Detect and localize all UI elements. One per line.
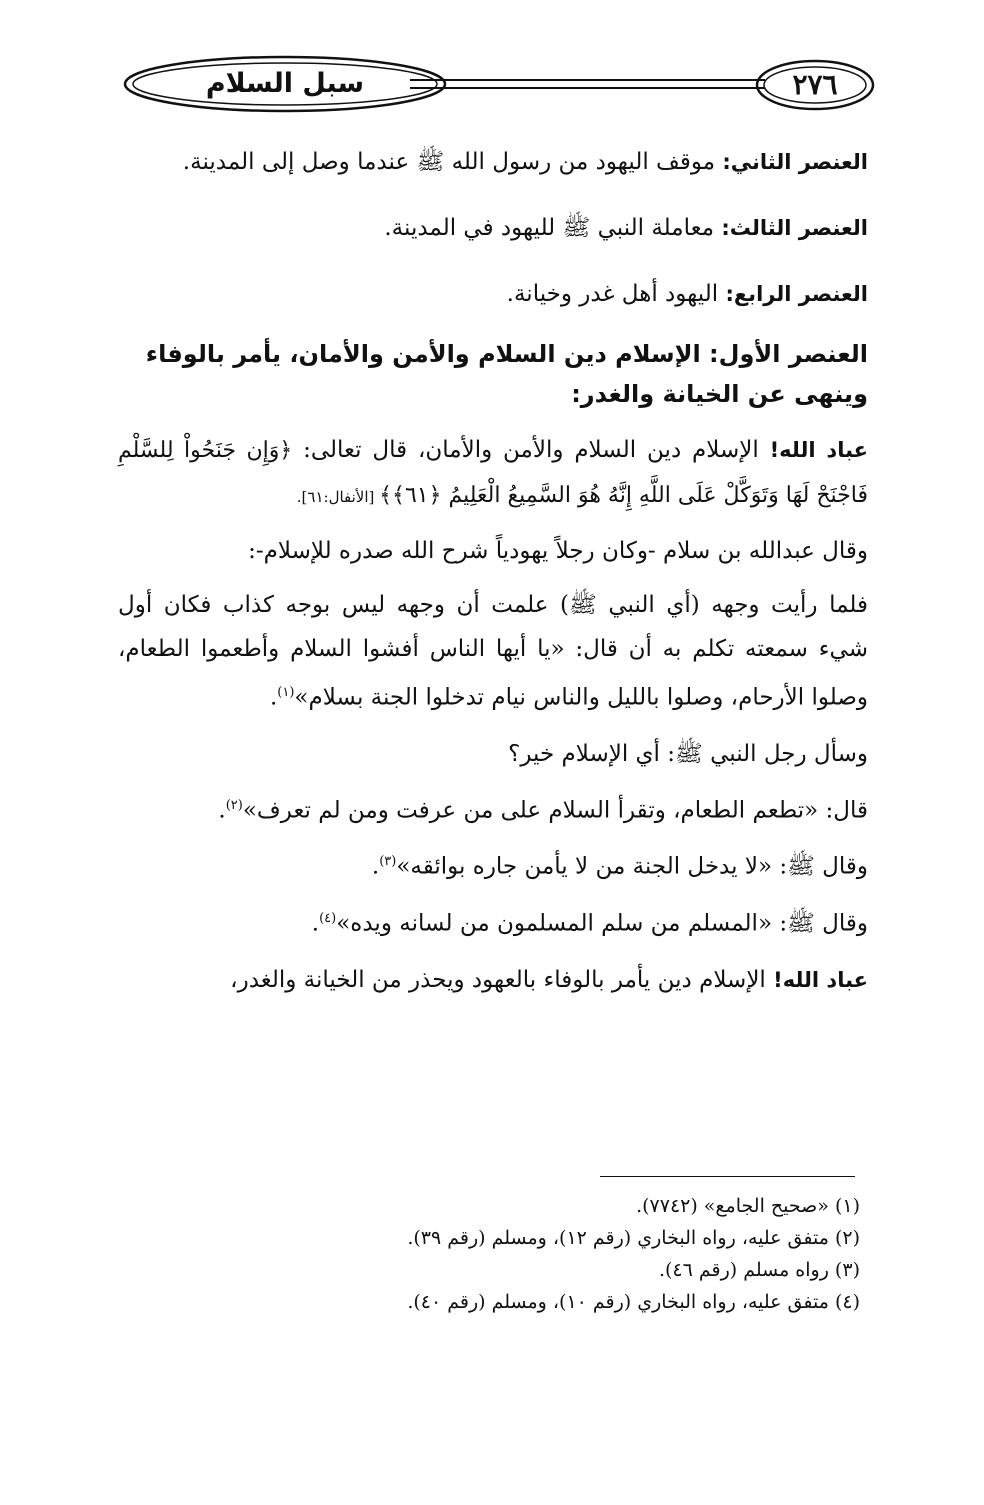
- paragraph: [118, 840, 868, 889]
- footnote-marker: (٤): [319, 910, 337, 926]
- paragraph: [118, 897, 868, 946]
- paragraph: [118, 428, 868, 519]
- address-label: عباد الله!: [769, 438, 868, 462]
- section-heading: العنصر الأول: الإسلام دين السلام والأمن والأمان، يأمر بالوفاء وينهى عن الخيانة والغدر:: [145, 340, 868, 408]
- paragraph-end: .: [269, 684, 278, 711]
- paragraph-end: .: [371, 853, 380, 880]
- paragraph: [118, 958, 868, 1002]
- element-label: العنصر الثاني:: [722, 150, 868, 174]
- verse-reference: [الأنفال:٦١].: [296, 488, 380, 506]
- element-text: اليهود أهل غدر وخيانة.: [506, 281, 726, 307]
- footnotes: [118, 1190, 860, 1318]
- footnote: (٤) متفق عليه، رواه البخاري (رقم ١٠)، ومسلم (رقم ٤٠).: [407, 1291, 860, 1313]
- paragraph: [118, 583, 868, 720]
- footnote-marker: (١): [277, 685, 295, 700]
- paragraph-text: فلما رأيت وجهه (أي النبي ﷺ) علمت أن وجهه ليس بوجه كذاب فكان أول شيء سمعته تكلم به أن قال: «يا أيها الناس أفشوا السلام وأطعموا الطعام، وصلوا الأرحام، وصلوا بالليل والناس نيام تدخلوا الجنة بسلام»: [118, 592, 868, 711]
- element-label: العنصر الثالث:: [721, 216, 868, 240]
- footnote: (٢) متفق عليه، رواه البخاري (رقم ١٢)، ومسلم (رقم ٣٩).: [407, 1227, 860, 1249]
- main-text: [118, 140, 868, 1002]
- page-header: [110, 50, 890, 130]
- paragraph: [118, 784, 868, 833]
- paragraph-text: الإسلام دين يأمر بالوفاء بالعهود ويحذر من الخيانة والغدر،: [230, 966, 774, 993]
- quran-verse: ﴿وَإِن جَنَحُواْ لِلسَّلْمِ فَاجْنَحْ لَهَا وَتَوَكَّلْ عَلَى اللَّهِ إِنَّهُ هُوَ السَّمِيعُ الْعَلِيمُ ﴿٦١﴾﴾: [118, 438, 868, 508]
- element-item: [118, 140, 868, 184]
- paragraph-text: وقال ﷺ: «لا يدخل الجنة من لا يأمن جاره بوائقه»: [396, 853, 868, 880]
- paragraph-text: وقال ﷺ: «المسلم من سلم المسلمون من لسانه ويده»: [336, 910, 868, 937]
- paragraph: وسأل رجل النبي ﷺ: أي الإسلام خير؟: [508, 740, 868, 767]
- footnote-separator: [600, 1176, 855, 1177]
- book-title: سبل السلام: [205, 68, 365, 99]
- address-label: عباد الله!: [773, 967, 868, 992]
- page-number: ٢٧٦: [792, 68, 838, 101]
- footnote-marker: (٢): [225, 797, 243, 813]
- footnote-marker: (٣): [379, 854, 397, 870]
- element-item: [118, 206, 868, 250]
- element-text: معاملة النبي ﷺ لليهود في المدينة.: [384, 215, 722, 241]
- paragraph-end: .: [311, 910, 320, 937]
- element-item: [118, 272, 868, 316]
- paragraph: وقال عبدالله بن سلام -وكان رجلاً يهودياً شرح الله صدره للإسلام-:: [248, 538, 868, 564]
- paragraph-text: الإسلام دين السلام والأمن والأمان، قال تعالى:: [292, 437, 770, 463]
- element-label: العنصر الرابع:: [725, 282, 868, 306]
- footnote: (٣) رواه مسلم (رقم ٤٦).: [658, 1259, 860, 1281]
- footnote: (١) «صحيح الجامع» (٧٧٤٢).: [636, 1195, 860, 1217]
- element-text: موقف اليهود من رسول الله ﷺ عندما وصل إلى المدينة.: [182, 149, 723, 175]
- paragraph-text: قال: «تطعم الطعام، وتقرأ السلام على من عرفت ومن لم تعرف»: [242, 797, 868, 824]
- paragraph-end: .: [218, 797, 226, 824]
